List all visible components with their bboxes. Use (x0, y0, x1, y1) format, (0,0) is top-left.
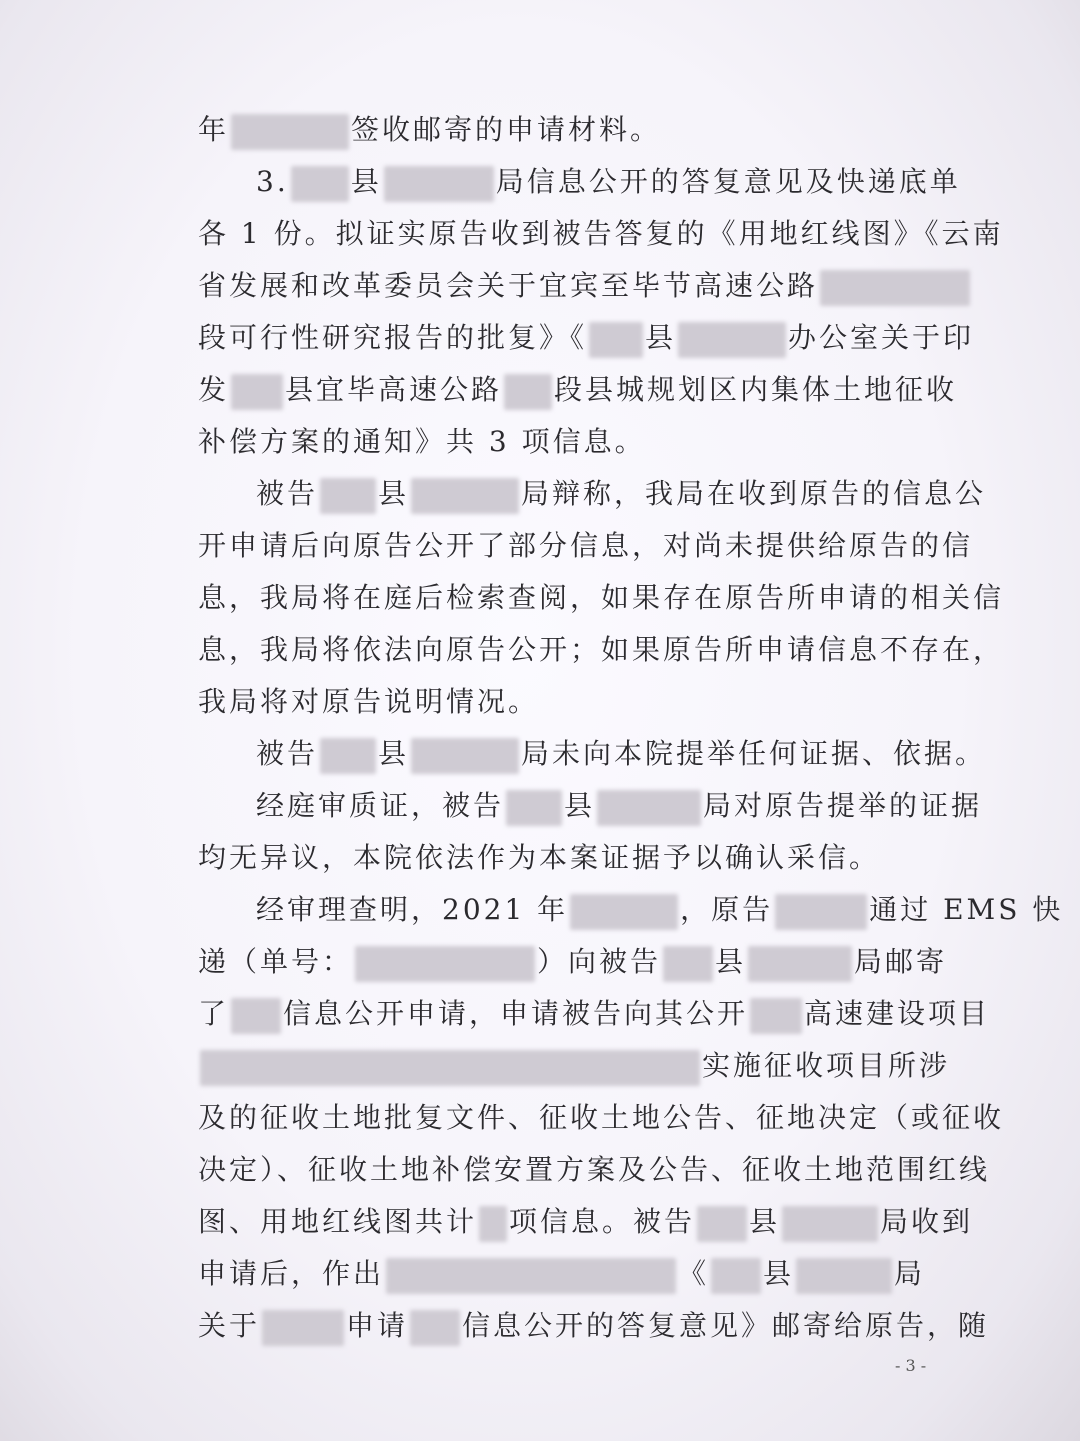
text-line: 经庭审质证，被告 县 局对原告提举的证据 (198, 780, 958, 832)
redaction-blur (231, 114, 349, 150)
redaction-blur (750, 998, 802, 1034)
redaction-blur (320, 478, 376, 514)
redaction-blur (697, 1206, 747, 1242)
redaction-blur (597, 790, 701, 826)
text-line: 被告 县 局辩称，我局在收到原告的信息公 (198, 468, 958, 520)
text-line: 段可行性研究报告的批复》《 县 办公室关于印 (198, 312, 958, 364)
text-line: 息，我局将依法向原告公开；如果原告所申请信息不存在， (198, 633, 1005, 666)
redaction-blur (820, 270, 970, 306)
text-line: 决定）、征收土地补偿安置方案及公告、征收土地范围红线 (198, 1153, 991, 1186)
page-number: - 3 - (895, 1356, 927, 1375)
redaction-blur (748, 946, 852, 982)
redaction-blur (663, 946, 713, 982)
redaction-blur (589, 322, 643, 358)
redaction-blur (782, 1206, 878, 1242)
redaction-blur (231, 374, 283, 410)
text-line: 我局将对原告说明情况。 (198, 685, 540, 718)
text-line: 了 信息公开申请，申请被告向其公开 高速建设项目 (198, 988, 958, 1040)
redaction-blur (411, 478, 519, 514)
text-line: 递（单号： ）向被告 县 局邮寄 (198, 936, 958, 988)
redaction-blur (411, 738, 519, 774)
redaction-blur (355, 946, 535, 982)
redaction-blur (262, 1310, 344, 1346)
text-line: 开申请后向原告公开了部分信息，对尚未提供给原告的信 (198, 529, 974, 562)
redaction-blur (291, 166, 349, 202)
text-line: 经审理查明，2021 年 ，原告 通过 EMS 快 (198, 884, 958, 936)
redaction-blur (410, 1310, 460, 1346)
text-line: 关于 申请 信息公开的答复意见》邮寄给原告，随 (198, 1300, 958, 1352)
redaction-blur (384, 166, 494, 202)
text-line: 实施征收项目所涉 (198, 1040, 958, 1092)
text-line: 及的征收土地批复文件、征收土地公告、征地决定（或征收 (198, 1101, 1005, 1134)
text-line: 3. 县 局信息公开的答复意见及快递底单 (198, 156, 958, 208)
redaction-blur (570, 894, 678, 930)
text-line: 图、用地红线图共计 项信息。被告 县 局收到 (198, 1196, 958, 1248)
text-line: 省发展和改革委员会关于宜宾至毕节高速公路 (198, 260, 958, 312)
redaction-blur (775, 894, 867, 930)
redaction-blur (479, 1206, 507, 1242)
redaction-blur (506, 790, 562, 826)
text-line: 均无异议，本院依法作为本案证据予以确认采信。 (198, 841, 881, 874)
redaction-blur (711, 1258, 761, 1294)
redaction-blur (504, 374, 552, 410)
text-line: 发 县宜毕高速公路 段县城规划区内集体土地征收 (198, 364, 958, 416)
redaction-blur (678, 322, 786, 358)
text-line: 被告 县 局未向本院提举任何证据、依据。 (198, 728, 958, 780)
redaction-blur (231, 998, 281, 1034)
document-body (198, 104, 1064, 1352)
redaction-blur (796, 1258, 892, 1294)
text-line: 申请后，作出 《 县 局 (198, 1248, 958, 1300)
redaction-blur (320, 738, 376, 774)
redaction-blur (200, 1050, 700, 1086)
text-line: 补偿方案的通知》共 3 项信息。 (198, 425, 646, 458)
text-line: 年 签收邮寄的申请材料。 (198, 104, 958, 156)
redaction-blur (386, 1258, 676, 1294)
text-line: 息，我局将在庭后检索查阅，如果存在原告所申请的相关信 (198, 581, 1005, 614)
text-line: 各 1 份。拟证实原告收到被告答复的《用地红线图》《云南 (198, 217, 1004, 250)
